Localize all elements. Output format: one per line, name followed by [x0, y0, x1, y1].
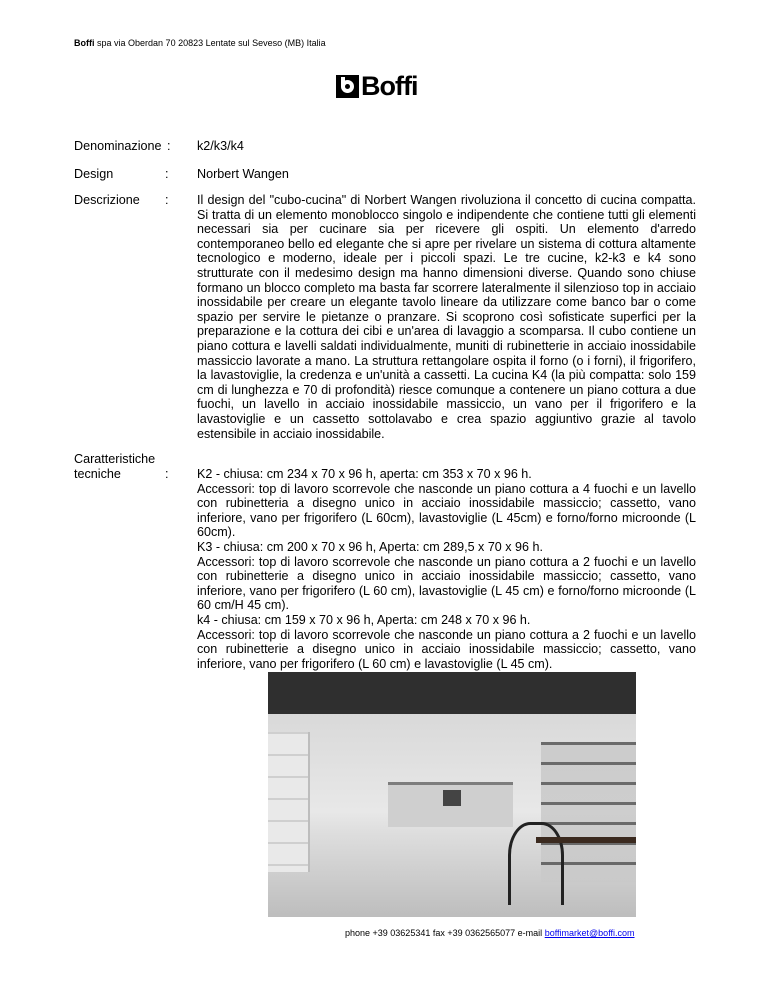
colon-denominazione: : — [167, 139, 171, 153]
colon-caratteristiche: : — [165, 467, 169, 481]
colon-descrizione: : — [165, 193, 169, 207]
label-design: Design — [74, 167, 114, 181]
boffi-logo-text: Boffi — [361, 71, 418, 101]
header-company: Boffi — [74, 38, 95, 48]
spec-line: K2 - chiusa: cm 234 x 70 x 96 h, aperta: cm 353 x 70 x 96 h. — [197, 467, 532, 481]
header-address — [74, 38, 326, 48]
spec-line: K3 - chiusa: cm 200 x 70 x 96 h, Aperta: cm 289,5 x 70 x 96 h. — [197, 539, 543, 554]
boffi-logo — [336, 71, 418, 101]
label-caratteristiche-line1: Caratteristiche — [74, 452, 156, 466]
footer-contacts-text: phone +39 03625341 fax +39 0362565077 e-mail — [345, 928, 543, 938]
value-caratteristiche — [197, 467, 696, 671]
value-design: Norbert Wangen — [197, 167, 289, 181]
spec-line: Accessori: top di lavoro scorrevole che nasconde un piano cottura a 4 fuochi e un lavello con rubinetteria a disegno unico in acciaio inossidabile massiccio; cassetto, vano inferiore, vano per frigorifero (L 60cm), lavastoviglie (L 45cm) e forno/forno microonde (L 60cm). — [197, 481, 696, 540]
footer-email-link[interactable]: boffimarket@boffi.com — [544, 928, 635, 938]
kitchen-photo — [268, 672, 636, 917]
row-design — [74, 167, 704, 183]
value-descrizione: Il design del "cubo-cucina" di Norbert Wangen rivoluziona il concetto di cucina compatta. Si tratta di un elemento monoblocco singolo e indipendente che contiene tutti gli elementi necessari sia per cucinare sia per ricevere gli ospiti. Un elemento d'arredo contemporaneo bello ed elegante che si apre per rivelare un sistema di cottura altamente tecnologico e moderno, ideale per i piccoli spazi. Le tre cucine, k2-k3 e k4 sono strutturate con il medesimo design ma hanno dimensioni diverse. Quando sono chiuse formano un blocco completo ma basta far scorrere lateralmente il silenzioso top in acciaio inossidabile per creare un elegante tavolo lineare da utilizzare come banco bar o come spazio per servire le pietanze o pranzare. Si scoprono così sofisticate superfici per la preparazione e la cottura dei cibi e un'area di lavaggio a scomparsa. Il cubo contiene un piano cottura e lavelli saldati individualmente, muniti di rubinetterie in acciaio inossidabile massiccio lavorate a mano. La struttura rettangolare ospita il forno (o i forni), il frigorifero, la lavastoviglie, la credenza e un'unità a cassetti. La cucina K4 (la più compatta: solo 159 cm di lunghezza e 70 di profondità) riesce comunque a contenere un piano cottura a due fuochi, un lavello in acciaio inossidabile massiccio, un vano per il frigorifero e la lavastoviglie e un cassetto sottolavabo e crea spazio aggiuntivo grazie al tavolo estensibile in acciaio inossidabile. — [197, 193, 696, 441]
label-descrizione: Descrizione — [74, 193, 140, 207]
value-denominazione: k2/k3/k4 — [197, 139, 244, 153]
spec-line: k4 - chiusa: cm 159 x 70 x 96 h, Aperta: cm 248 x 70 x 96 h. — [197, 612, 531, 627]
label-caratteristiche — [74, 452, 166, 481]
header-address-text: spa via Oberdan 70 20823 Lentate sul Seveso (MB) Italia — [97, 38, 326, 48]
row-caratteristiche — [74, 452, 704, 671]
row-denominazione — [74, 139, 704, 155]
footer-contacts — [345, 928, 635, 938]
colon-design: : — [165, 167, 169, 181]
label-caratteristiche-line2: tecniche — [74, 466, 121, 481]
spec-line: Accessori: top di lavoro scorrevole che nasconde un piano cottura a 2 fuochi e un lavello con rubinetterie a disegno unico in acciaio inossidabile massiccio; cassetto, vano inferiore, vano per frigorifero (L 60 cm) e lavastoviglie (L 45 cm). — [197, 627, 696, 671]
label-denominazione: Denominazione — [74, 139, 162, 153]
spec-line: Accessori: top di lavoro scorrevole che nasconde un piano cottura a 2 fuochi e un lavello con rubinetterie a disegno unico in acciaio inossidabile massiccio; cassetto, vano inferiore, vano per frigorifero (L 60 cm), lavastoviglie (L 45 cm) e forno/forno microonde (L 60 cm/H 45 cm). — [197, 554, 696, 613]
boffi-logo-icon — [336, 75, 359, 98]
row-descrizione — [74, 193, 704, 443]
